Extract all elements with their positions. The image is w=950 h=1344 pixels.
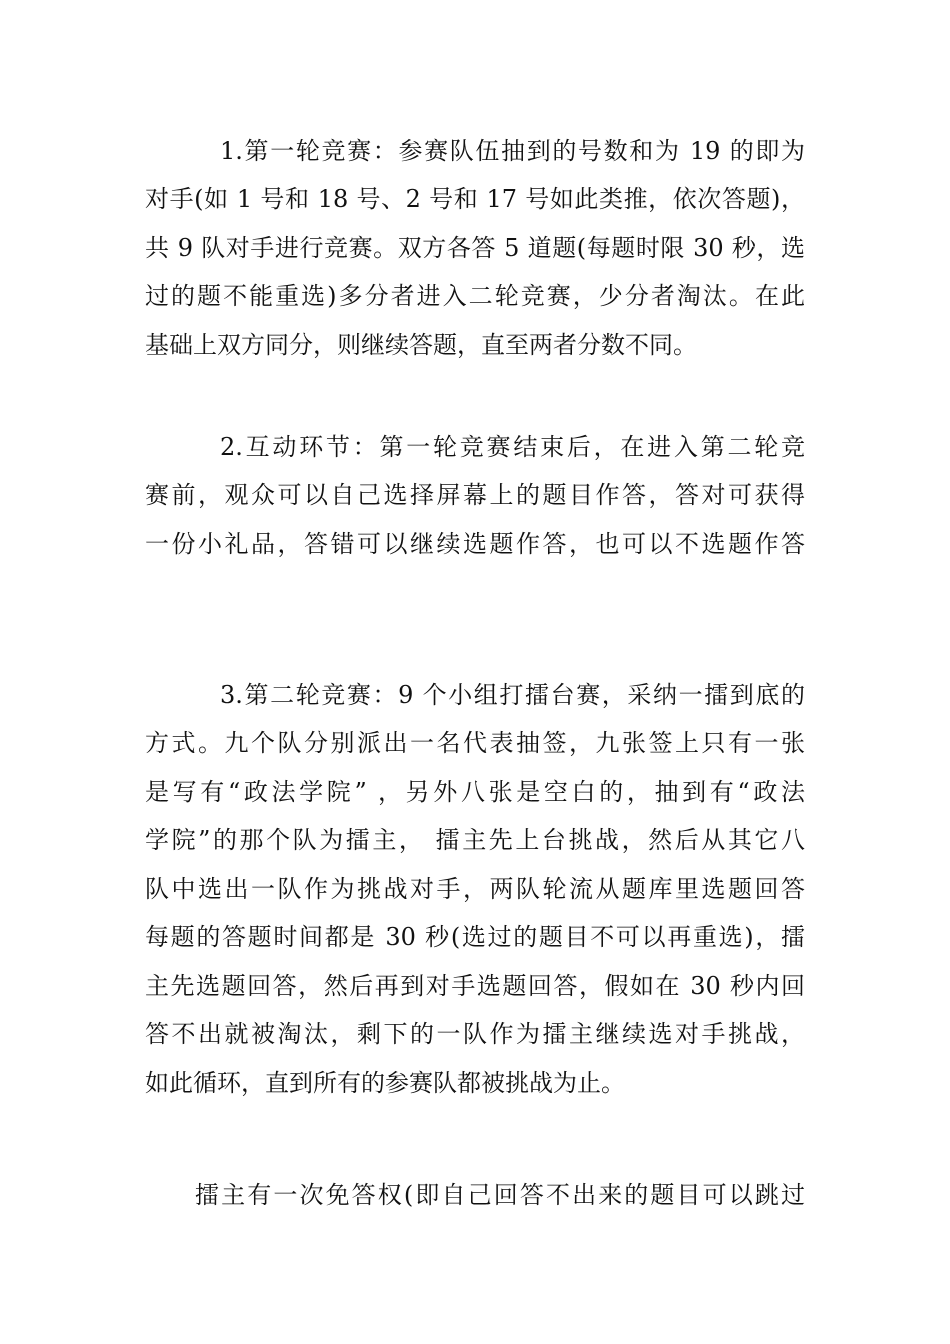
text-line: 共 9 队对手进行竞赛。双方各答 5 道题(每题时限 30 秒，选 [145, 234, 805, 262]
text-line: 如此循环，直到所有的参赛队都被挑战为止。 [145, 1069, 625, 1097]
text-line: 2.互动环节：第一轮竞赛结束后，在进入第二轮竞 [220, 433, 805, 461]
text-line: 方式。九个队分别派出一名代表抽签，九张签上只有一张 [145, 729, 805, 757]
text-line: 过的题不能重选)多分者进入二轮竞赛，少分者淘汰。在此 [145, 282, 805, 310]
text-line: 对手(如 1 号和 18 号、2 号和 17 号如此类推，依次答题)， [145, 185, 805, 213]
text-line: 擂主有一次免答权(即自己回答不出来的题目可以跳过 [195, 1181, 805, 1209]
text-line: 1.第一轮竞赛：参赛队伍抽到的号数和为 19 的即为 [220, 137, 805, 165]
text-line: 一份小礼品，答错可以继续选题作答，也可以不选题作答 [145, 530, 805, 558]
text-line: 每题的答题时间都是 30 秒(选过的题目不可以再重选)，擂 [145, 923, 805, 951]
text-line: 3.第二轮竞赛：9 个小组打擂台赛，采纳一擂到底的 [220, 681, 805, 709]
text-line: 主先选题回答，然后再到对手选题回答，假如在 30 秒内回 [145, 972, 805, 1000]
text-line: 赛前，观众可以自己选择屏幕上的题目作答，答对可获得 [145, 481, 805, 509]
text-line: 答不出就被淘汰，剩下的一队作为擂主继续选对手挑战， [145, 1020, 805, 1048]
text-line: 队中选出一队作为挑战对手，两队轮流从题库里选题回答 [145, 875, 805, 903]
text-line: 基础上双方同分，则继续答题，直至两者分数不同。 [145, 331, 697, 359]
text-line: 是写有“政法学院” ，另外八张是空白的，抽到有“政法 [145, 778, 805, 806]
text-line: 学院”的那个队为擂主， 擂主先上台挑战，然后从其它八 [145, 826, 805, 854]
